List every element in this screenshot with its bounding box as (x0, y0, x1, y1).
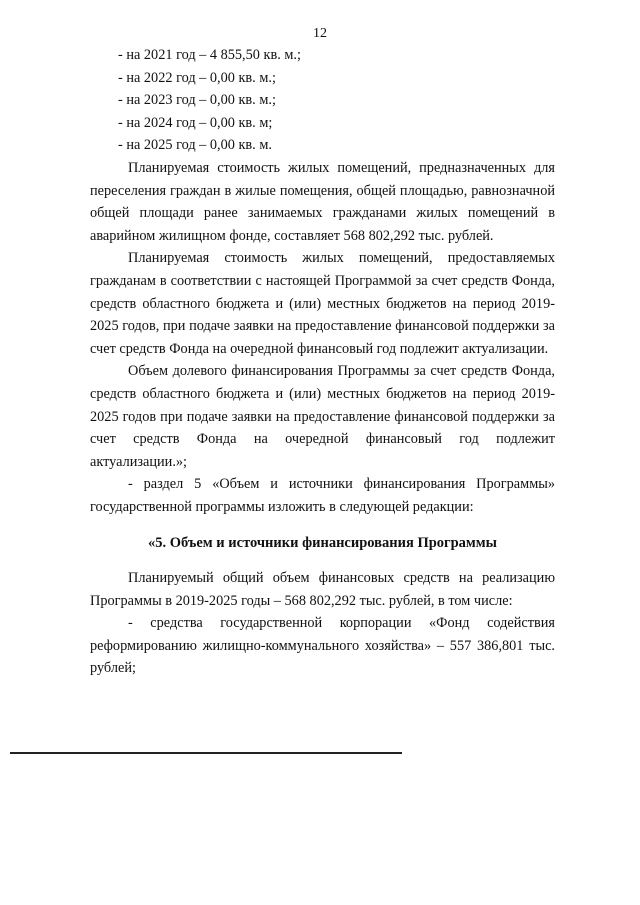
area-list-item: - на 2025 год – 0,00 кв. м. (118, 137, 272, 154)
page-number: 12 (313, 26, 327, 41)
area-list-item: - на 2024 год – 0,00 кв. м; (118, 114, 273, 131)
area-list (90, 44, 555, 157)
paragraph-section-amendment: - раздел 5 «Объем и источники финансирования Программы» государственной программы изложить в следующей редакции: (90, 476, 555, 515)
area-list-item: - на 2023 год – 0,00 кв. м.; (118, 92, 276, 109)
paragraph-housing-cost: Планируемая стоимость жилых помещений, предназначенных для переселения граждан в жилые помещения, общей площадью, равнозначной общей площади ранее занимаемых гражданами жилых помещений в аварийном жилищном фонде, составляет 568 802,292 тыс. рублей. (90, 159, 555, 244)
document-body (90, 44, 555, 680)
paragraph-fund-share: - средства государственной корпорации «Фонд содействия реформированию жилищно-коммунального хозяйства» – 557 386,801 тыс. рублей; (90, 615, 555, 677)
section-heading: «5. Объем и источники финансирования Программы (147, 535, 498, 552)
paragraph-cofinancing: Объем долевого финансирования Программы за счет средств Фонда, средств областного бюджета и (или) местных бюджетов на период 2019-2025 годов при подаче заявки на предоставление финансовой поддержки за счет средств Фонда на очередной финансовый год подлежит актуализации.»; (90, 363, 555, 470)
area-list-item: - на 2021 год – 4 855,50 кв. м.; (118, 47, 301, 63)
area-list-item: - на 2022 год – 0,00 кв. м.; (118, 69, 276, 86)
footer-divider (10, 752, 402, 754)
paragraph-planned-cost: Планируемая стоимость жилых помещений, предоставляемых гражданам в соответствии с настоящей Программой за счет средств Фонда, средств областного бюджета и (или) местных бюджетов на период 2019-2025 годов, при подаче заявки на предоставление финансовой поддержки за счет средств Фонда на очередной финансовый год подлежит актуализации. (90, 250, 555, 357)
paragraph-total-funding: Планируемый общий объем финансовых средств на реализацию Программы в 2019-2025 годы – 568 802,292 тыс. рублей, в том числе: (90, 570, 555, 609)
